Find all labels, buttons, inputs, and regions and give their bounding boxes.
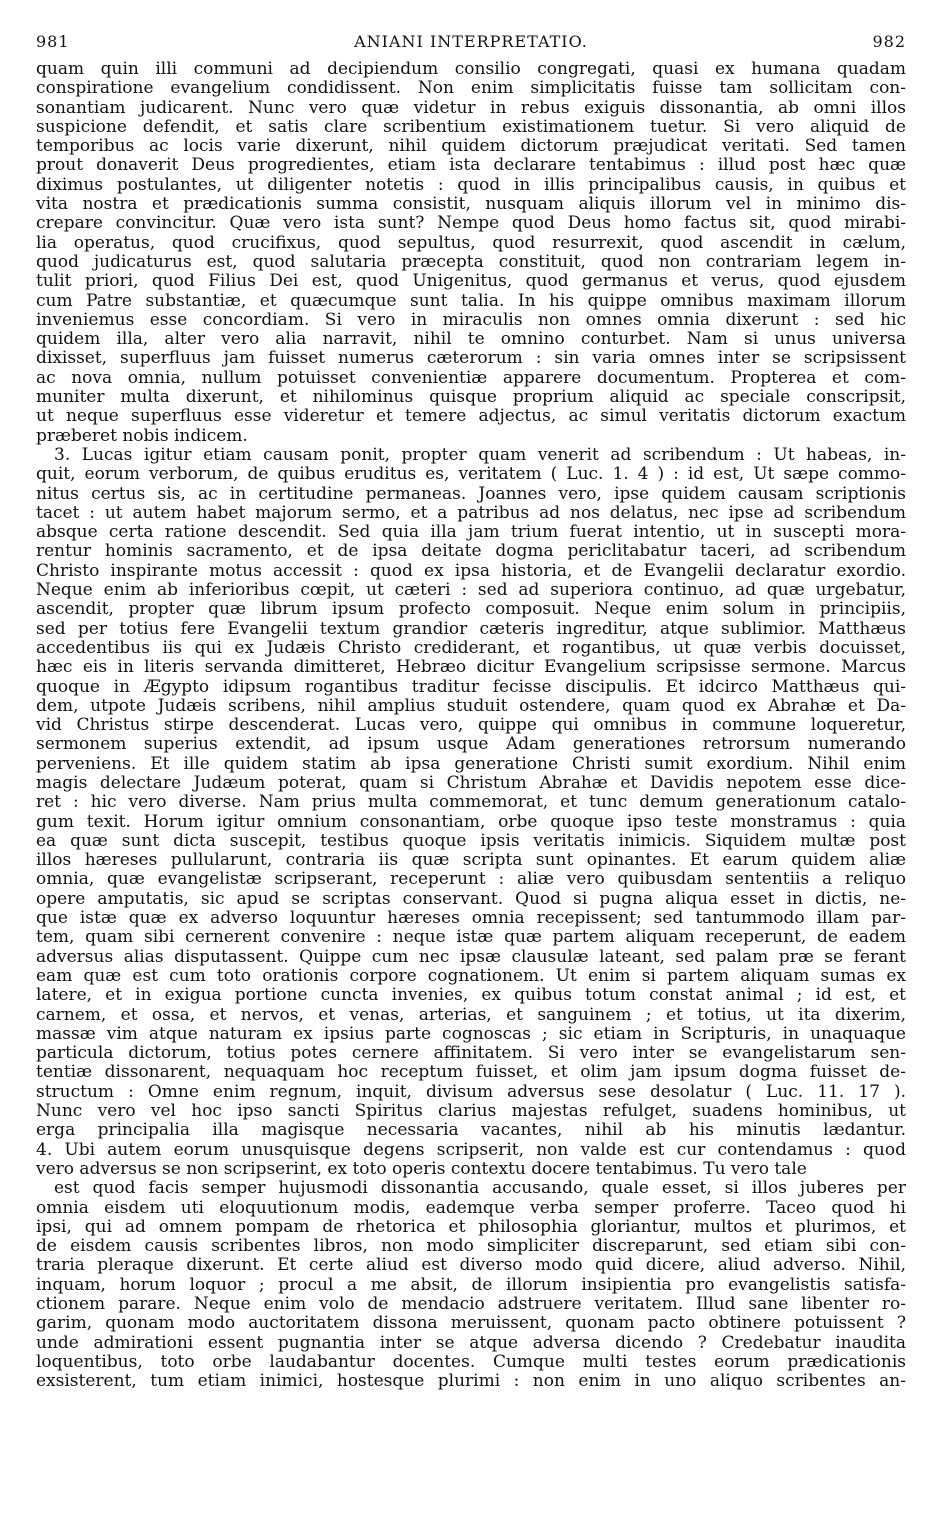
text-line: quod judicaturus est, quod salutaria præcepta constituit, quod non contrariam legem in-: [36, 252, 906, 272]
text-line: conspiratione evangelium condidissent. Non enim simplicitatis fuisse tam sollicitam con-: [36, 79, 906, 99]
text-line: ascendit, propter quæ librum ipsum profecto composuit. Neque enim solum in principiis,: [36, 600, 906, 620]
text-line: de eisdem causis scribentes libros, non modo simpliciter discreparunt, sed etiam sibi con-: [36, 1237, 906, 1257]
text-line: quit, eorum verborum, de quibus eruditus es, veritatem ( Luc. 1. 4 ) : id est, Ut sæpe commo-: [36, 465, 906, 485]
text-line: absque certa ratione descendit. Sed quia illa jam trium fuerat intentio, ut in suscepti mora-: [36, 523, 906, 543]
text-line: unde admirationi essent pugnantia inter se atque adversa dicendo ? Credebatur inaudita: [36, 1333, 906, 1353]
text-line: prout donaverit Deus progredientes, etiam ista declarare tentabimus : illud post hæc quæ: [36, 156, 906, 176]
text-line: tem, quam sibi cernerent convenire : neque istæ quæ partem aliquam receperunt, de eadem: [36, 928, 906, 948]
text-line: quidem illa, alter vero alia narravit, nihil te omnino conturbet. Nam si unus universa: [36, 330, 906, 350]
text-line: massæ vim atque naturam ex ipsius parte cognoscas ; sic etiam in Scripturis, in unaquaque: [36, 1024, 906, 1044]
text-line: omnia, quæ evangelistæ scripserant, receperunt : aliæ vero quibusdam sententiis a reliquo: [36, 870, 906, 890]
text-line: dem, utpote Judæis scribens, nihil amplius studuit ostendere, quam quod ex Abrahæ et Da-: [36, 696, 906, 716]
text-line: ac nova omnia, nullum potuisset convenientiæ apparere documentum. Propterea et com-: [36, 368, 906, 388]
text-line: Christo inspirante motus accessit : quod ex ipsa historia, et de Evangelii declaratur exordio.: [36, 561, 906, 581]
text-line: crepare convincitur. Quæ vero ista sunt? Nempe quod Deus homo factus sit, quod mirabi-: [36, 214, 906, 234]
text-line: accedentibus iis qui ex Judæis Christo crediderant, et rogantibus, ut quæ verbis docuisset,: [36, 638, 906, 658]
text-line: quam quin illi communi ad decipiendum consilio congregati, quasi ex humana quadam: [36, 60, 906, 79]
text-line: illos hæreses pullularunt, contraria iis quæ scripta sunt opinantes. Et earum quidem aliæ: [36, 851, 906, 871]
text-line: tentiæ dissonarent, nequaquam hoc receptum fuisset, et olim jam ipsum dogma fuisset de-: [36, 1063, 906, 1083]
text-line: suspicione defendit, et satis clare scribentium existimationem tuetur. Si vero aliquid de: [36, 117, 906, 137]
text-line: gum texit. Horum igitur omnium consonantiam, orbe quoque ipso teste monstramus : quia: [36, 812, 906, 832]
text-line: inquam, horum loquor ; procul a me absit, de illorum insipientia pro evangelistis satisfa-: [36, 1275, 906, 1295]
text-line: temporibus ac locis varie dixerunt, nihil quidem dictorum præjudicat veritati. Sed tamen: [36, 137, 906, 157]
text-line: sed per totius fere Evangelii textum grandior cæteris ingreditur, atque sublimior. Matthæus: [36, 619, 906, 639]
page-number-right: 982: [872, 32, 906, 51]
page-number-left: 981: [36, 32, 70, 51]
text-line: ctionem parare. Neque enim volo de mendacio adstruere veritatem. Illud sane libenter ro-: [36, 1295, 906, 1314]
text-line: 3. Lucas igitur etiam causam ponit, propter quam venerit ad scribendum : Ut habeas, in-: [54, 445, 906, 465]
text-line: opere amputatis, sic apud se scriptas conservant. Quod si pugna aliqua esset in dictis, ne-: [36, 889, 906, 909]
text-line: quoque in Ægypto idipsum rogantibus traditur fecisse discipulis. Et idcirco Matthæus qui-: [36, 677, 906, 697]
text-line: ut neque superfluus esse videretur et temere adjectus, ac simul veritatis dictorum exactum: [36, 407, 906, 427]
text-line: latere, et in exigua portione cuncta invenies, ex quibus totum constat animal ; id est, et: [36, 986, 906, 1006]
text-line: ea quæ sunt dicta suscepit, testibus quoque ipsis veritatis inimicis. Siquidem multæ post: [36, 831, 906, 851]
text-line: præberet nobis indicem.: [36, 426, 248, 446]
text-line: eam quæ est cum toto orationis corpore cognationem. Ut enim si partem aliquam sumas ex: [36, 966, 906, 986]
text-line: particula dictorum, totius potes cernere affinitatem. Si vero inter se evangelistarum sen-: [36, 1044, 906, 1064]
text-line: dixisset, superfluus jam fuisset numerus cæterorum : sin varia omnes inter se scripsissent: [36, 349, 906, 369]
text-line: adversus alias disputassent. Quippe cum nec ipsæ clausulæ lateant, sed palam præ se ferant: [36, 947, 906, 967]
text-line: lia operatus, quod crucifixus, quod sepultus, quod resurrexit, quod ascendit in cælum,: [36, 233, 906, 253]
text-line: sermonem superius extendit, ad ipsum usque Adam generationes retrorsum numerando: [36, 735, 906, 755]
text-line: exsisterent, tum etiam inimici, hostesque plurimi : non enim in uno aliquo scribentes an-: [36, 1372, 906, 1392]
text-line: sonantiam judicarent. Nunc vero quæ videtur in rebus exiguis dissonantia, ab omni illos: [36, 98, 906, 118]
text-line: loquentibus, toto orbe laudabantur docentes. Cumque multi testes eorum prædicationis: [36, 1352, 906, 1372]
text-line: muniter multa dixerunt, et nihilominus quisque proprium aliquid ac speciale conscripsit,: [36, 388, 906, 408]
text-line: tacet : ut autem habet majorum sermo, et a patribus ad nos delatus, nec ipse ad scribendum: [36, 503, 906, 523]
text-line: Nunc vero vel hoc ipso sancti Spiritus clarius majestas refulget, suadens hominibus, ut: [36, 1102, 906, 1122]
text-line: traria pleraque dixerunt. Et certe aliud est diverso modo quid dicere, aliud adverso. Nihil,: [36, 1256, 906, 1276]
text-line: garim, quonam modo auctoritatem dissona meruissent, quonam pacto obtinere potuissent ?: [36, 1314, 906, 1334]
text-line: hæc eis in literis servanda dimitteret, Hebræo dicitur Evangelium scripsisse sermone. Marcus: [36, 658, 906, 678]
text-line: vita nostra et prædicationis summa consistit, nusquam aliquis illorum vel in minimo dis-: [36, 195, 906, 215]
text-line: tulit priori, quod Filius Dei est, quod Unigenitus, quod germanus et verus, quod ejusdem: [36, 272, 906, 292]
text-line: rentur hominis sacramento, et de ipsa deitate dogma periclitabatur taceri, ad scribendum: [36, 542, 906, 562]
text-line: Neque enim ab inferioribus cœpit, ut cæteri : sed ad superiora continuo, ad quæ urgebatur,: [36, 581, 906, 601]
text-line: que istæ quæ ex adverso loquuntur hæreses omnia recepissent; sed tantummodo illam par-: [36, 909, 906, 929]
running-title: ANIANI INTERPRETATIO.: [354, 32, 588, 51]
text-line: magis delectare Judæum poterat, quam si Christum Abrahæ et Davidis nepotem esse dice-: [36, 773, 906, 793]
text-line: carnem, et ossa, et nervos, et venas, arterias, et sanguinem ; et totius, ut ita dixerim,: [36, 1005, 906, 1025]
text-line: omnia eisdem uti eloquutionum modis, eademque verba semper proferre. Taceo quod hi: [36, 1198, 906, 1218]
text-line: cum Patre substantiæ, et quæcumque sunt talia. In his quippe omnibus maximam illorum: [36, 291, 906, 311]
text-line: ipsi, qui ad omnem pompam de rhetorica et philosophia gloriantur, multos et plurimos, et: [36, 1217, 906, 1237]
text-line: diximus postulantes, ut diligenter notetis : quod in illis principalibus causis, in quibus et: [36, 175, 906, 195]
text-line: 4. Ubi autem eorum unusquisque degens scripserit, non valde est cur contendamus : quod: [36, 1140, 906, 1160]
text-line: inveniemus esse concordiam. Si vero in miraculis non omnes omnia dixerunt : sed hic: [36, 310, 906, 330]
text-line: ret : hic vero diverse. Nam prius multa commemorat, et tunc demum generationum catalo-: [36, 793, 906, 813]
running-header: [36, 32, 906, 56]
text-line: nitus certus sis, ac in certitudine permaneas. Joannes vero, ipse quidem causam scriptionis: [36, 484, 906, 504]
text-line: perveniens. Et ille quidem statim ab ipsa generatione Christi sumit exordium. Nihil enim: [36, 754, 906, 774]
body-text: [36, 60, 906, 1391]
text-line: erga principalia illa magisque necessaria vacantes, nihil ab his minutis lædantur.: [36, 1121, 906, 1141]
text-line: est quod facis semper hujusmodi dissonantia accusando, quale esset, si illos juberes per: [54, 1179, 906, 1199]
text-line: vero adversus se non scripserint, ex toto operis contextu docere tentabimus. Tu vero tale: [36, 1159, 807, 1179]
text-line: vid Christus stirpe descenderat. Lucas vero, quippe qui omnibus in commune loqueretur,: [36, 716, 906, 736]
text-line: structum : Omne enim regnum, inquit, divisum adversus sese desolatur ( Luc. 11. 17 ).: [36, 1082, 906, 1102]
